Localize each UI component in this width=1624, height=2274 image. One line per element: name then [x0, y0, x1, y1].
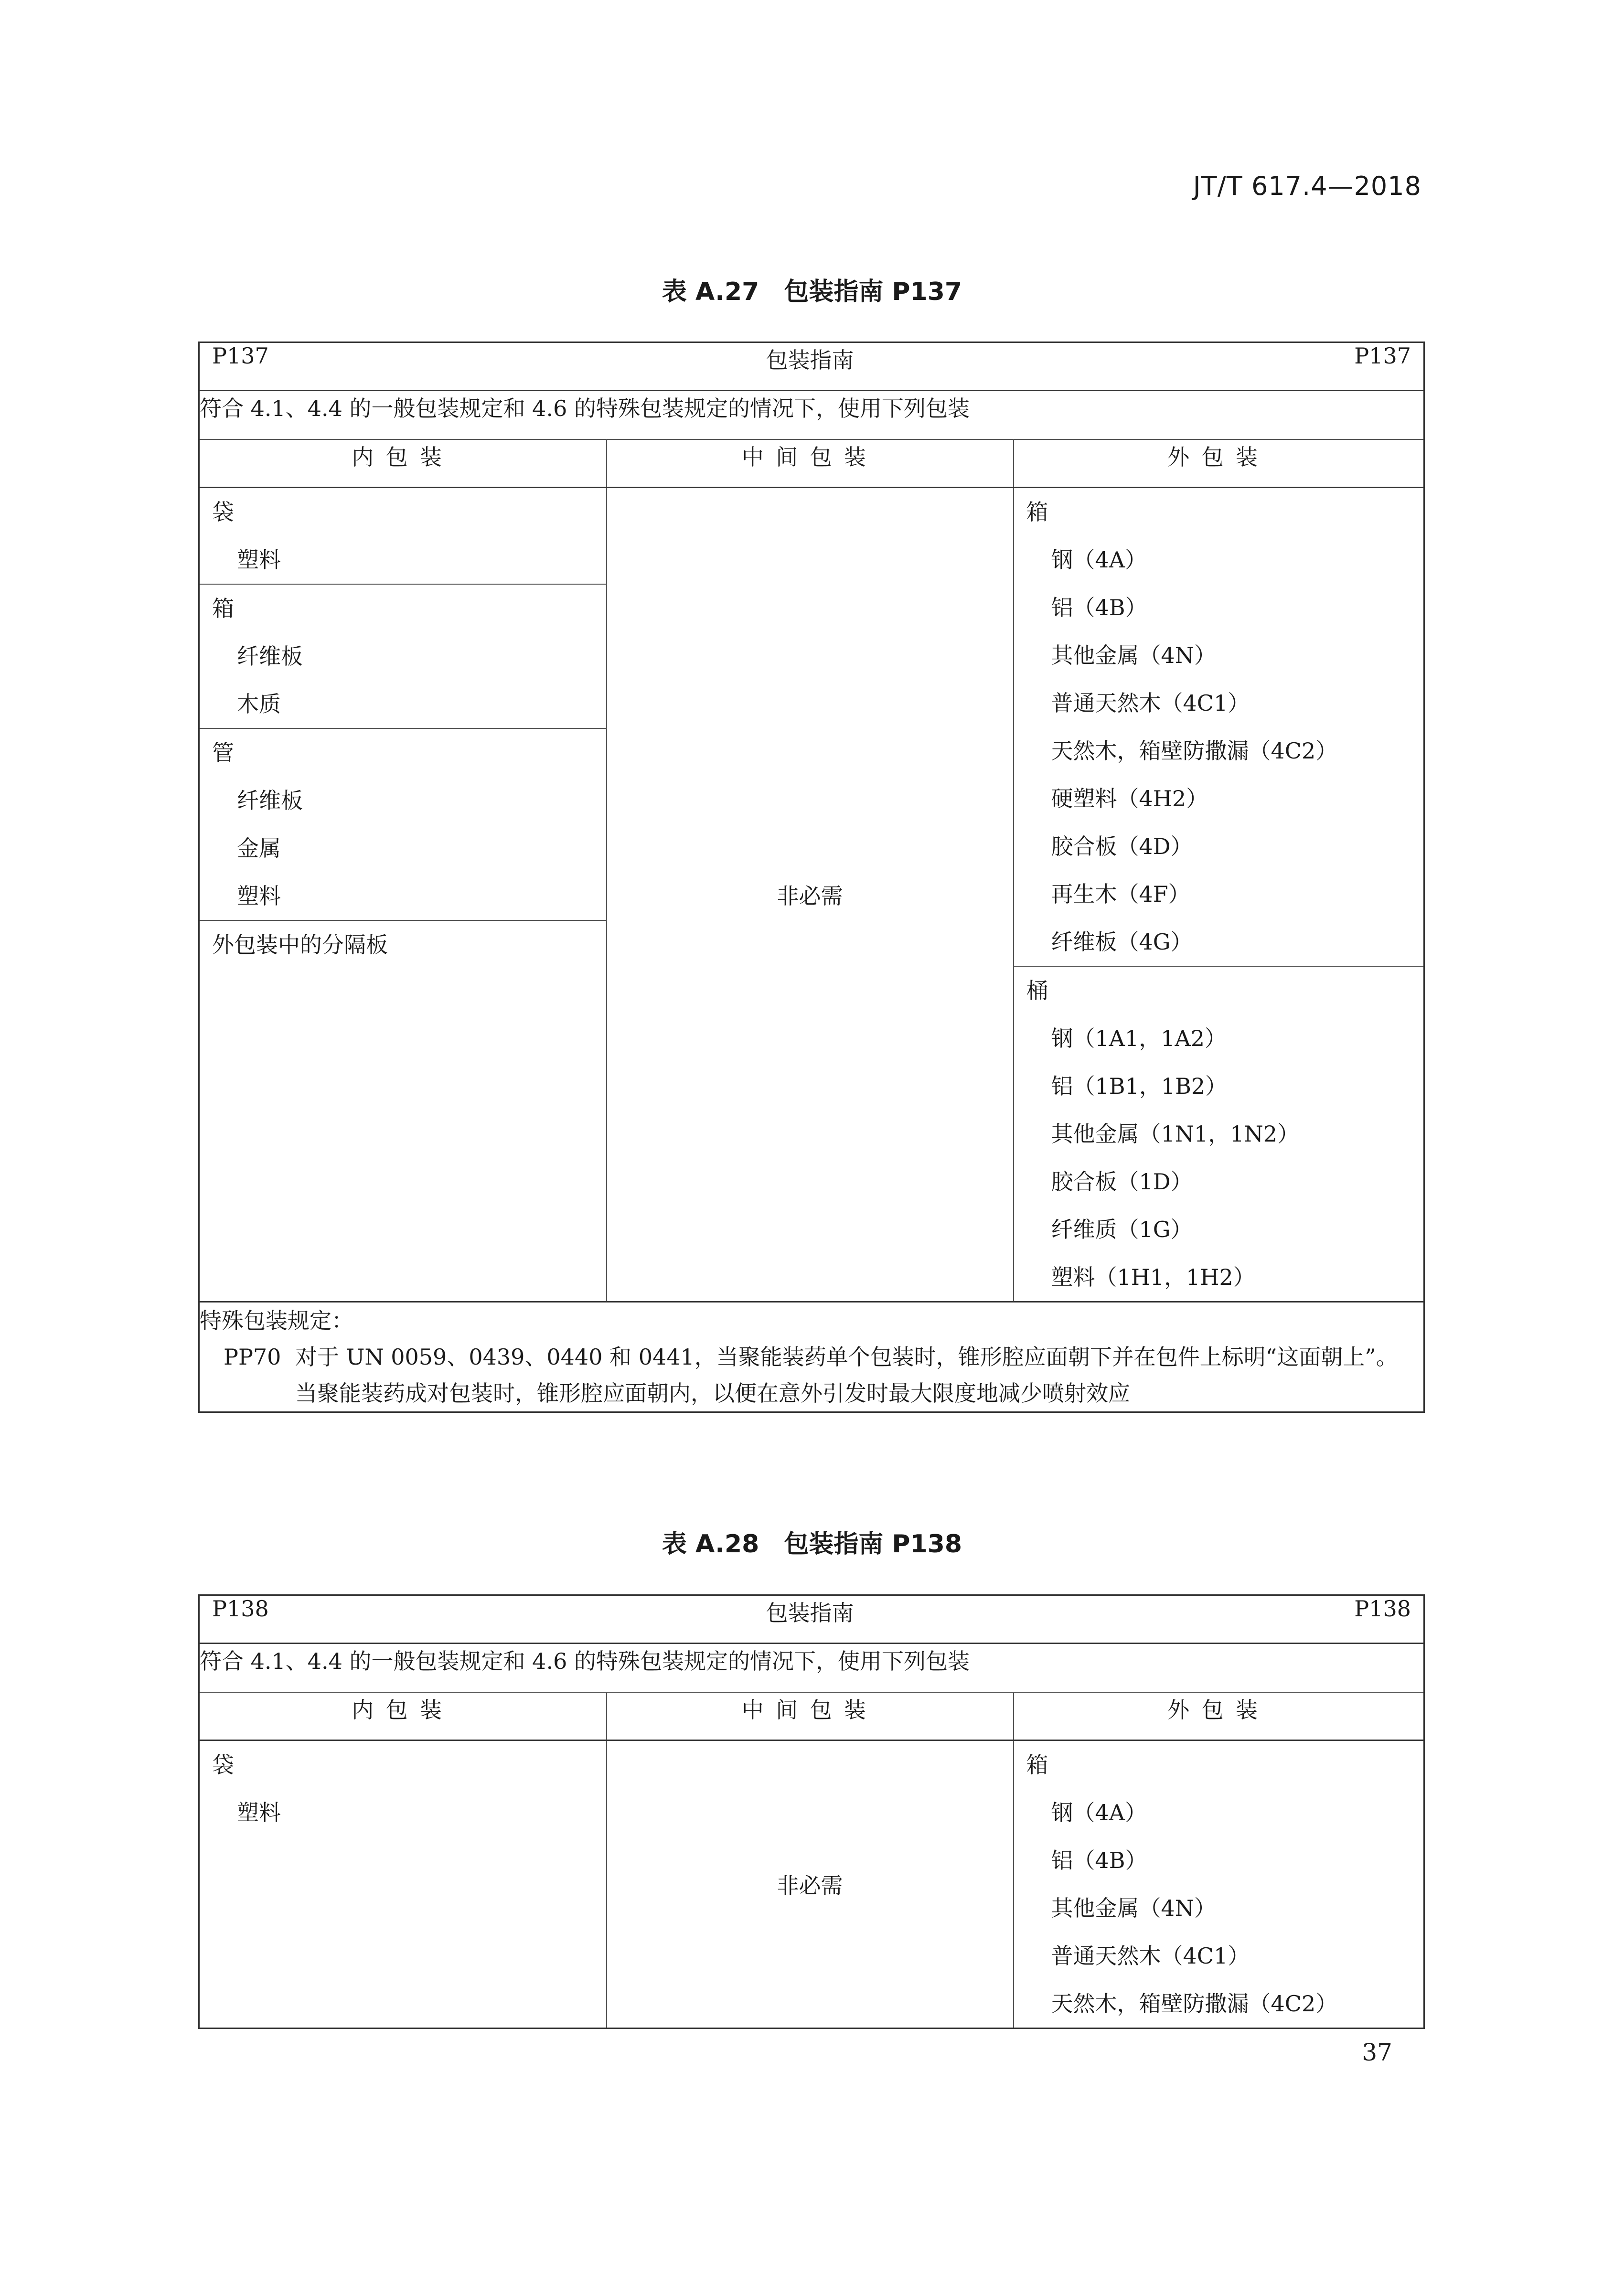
packaging-item: 硬塑料（4H2）	[1051, 786, 1208, 811]
special-provisions-row	[199, 1302, 1424, 1412]
intro-text: 符合 4.1、4.4 的一般包装规定和 4.6 的特殊包装规定的情况下，使用下列包装	[199, 1644, 1424, 1693]
intro-text: 符合 4.1、4.4 的一般包装规定和 4.6 的特殊包装规定的情况下，使用下列包装	[199, 391, 1424, 440]
instruction-title: 包装指南	[607, 342, 1014, 391]
packing-table-p137	[198, 342, 1425, 1413]
packaging-group	[200, 488, 606, 585]
packaging-item: 钢（1A1，1A2）	[1051, 1025, 1227, 1051]
standard-code: JT/T 617.4—2018	[1193, 171, 1421, 201]
outer-packaging-cell	[1014, 488, 1424, 1302]
page-number: 37	[1362, 2039, 1392, 2066]
packaging-item: 纤维板	[237, 643, 303, 669]
packaging-group	[200, 1741, 606, 1836]
packaging-item: 再生木（4F）	[1051, 881, 1190, 907]
packaging-item: 其他金属（4N）	[1051, 642, 1217, 668]
packaging-group-head: 箱	[1026, 499, 1048, 525]
special-provision-code: PP70	[224, 1344, 281, 1370]
packaging-item: 胶合板（4D）	[1051, 833, 1193, 859]
instruction-code-left: P137	[199, 342, 607, 391]
packaging-item: 纤维板	[237, 788, 303, 813]
intro-row	[199, 1644, 1424, 1693]
special-provisions-title: 特殊包装规定：	[200, 1308, 353, 1334]
packaging-item: 胶合板（1D）	[1051, 1169, 1193, 1195]
packaging-body-row	[199, 488, 1424, 1302]
packaging-item: 塑料（1H1，1H2）	[1051, 1264, 1255, 1290]
packaging-item: 其他金属（4N）	[1051, 1895, 1217, 1921]
special-provisions-cell	[199, 1302, 1424, 1412]
inner-packaging-cell	[199, 488, 607, 1302]
packaging-group-head: 箱	[1026, 1752, 1048, 1778]
instruction-code-left: P138	[199, 1595, 607, 1644]
column-inner-packaging: 内包装	[199, 1692, 607, 1740]
packaging-group-head: 管	[212, 740, 234, 766]
table-caption-a27: 表 A.27 包装指南 P137	[662, 278, 962, 306]
packaging-group-head: 袋	[212, 1752, 234, 1778]
packaging-item: 普通天然木（4C1）	[1051, 1943, 1250, 1969]
packaging-item: 塑料	[237, 547, 281, 573]
instruction-code-right: P138	[1014, 1595, 1424, 1644]
packaging-group-head: 袋	[212, 499, 234, 525]
packaging-item: 金属	[237, 835, 281, 861]
packaging-group	[1014, 1741, 1424, 2028]
table-header-row	[199, 342, 1424, 391]
packaging-item: 纤维板（4G）	[1051, 929, 1193, 955]
packaging-body-row	[199, 1740, 1424, 2028]
column-intermediate-packaging: 中间包装	[607, 1692, 1014, 1740]
inner-packaging-cell	[199, 1740, 607, 2028]
special-provision-text	[295, 1339, 1423, 1411]
table-header-row	[199, 1595, 1424, 1644]
instruction-title: 包装指南	[607, 1595, 1014, 1644]
packaging-item: 铝（4B）	[1051, 595, 1147, 620]
special-provision-line-1: 对于 UN 0059、0439、0440 和 0441，当聚能装药单个包装时，锥形腔应面朝下并在包件上标明“这面朝上”。	[295, 1344, 1398, 1370]
packaging-item: 木质	[237, 691, 281, 717]
packaging-item: 铝（4B）	[1051, 1847, 1147, 1873]
packing-table-p138	[198, 1594, 1425, 2029]
table-caption-a28: 表 A.28 包装指南 P138	[662, 1530, 962, 1559]
outer-packaging-cell	[1014, 1740, 1424, 2028]
intro-row	[199, 391, 1424, 440]
packaging-item: 天然木，箱壁防撒漏（4C2）	[1051, 1991, 1338, 2017]
packaging-item: 塑料	[237, 1800, 281, 1826]
column-outer-packaging: 外包装	[1014, 439, 1424, 488]
packaging-item: 普通天然木（4C1）	[1051, 690, 1250, 716]
packaging-group	[200, 729, 606, 921]
intermediate-packaging-cell: 非必需	[607, 488, 1014, 1302]
packaging-item: 钢（4A）	[1051, 547, 1147, 573]
special-provision-pp70	[200, 1339, 1423, 1411]
packaging-group	[200, 921, 606, 969]
packaging-group	[200, 585, 606, 729]
packaging-group-head: 外包装中的分隔板	[212, 932, 388, 958]
packaging-group-head: 桶	[1026, 978, 1048, 1004]
packaging-item: 其他金属（1N1，1N2）	[1051, 1121, 1300, 1147]
packaging-group	[1014, 488, 1424, 967]
packaging-group-head: 箱	[212, 596, 234, 621]
column-inner-packaging: 内包装	[199, 439, 607, 488]
packaging-item: 铝（1B1，1B2）	[1051, 1073, 1228, 1099]
packaging-item: 天然木，箱壁防撒漏（4C2）	[1051, 738, 1338, 764]
column-header-row	[199, 439, 1424, 488]
packaging-group	[1014, 967, 1424, 1301]
column-intermediate-packaging: 中间包装	[607, 439, 1014, 488]
special-provision-line-2: 当聚能装药成对包装时，锥形腔应面朝内，以便在意外引发时最大限度地减少喷射效应	[295, 1380, 1130, 1406]
packaging-item: 钢（4A）	[1051, 1800, 1147, 1826]
column-header-row	[199, 1692, 1424, 1740]
instruction-code-right: P137	[1014, 342, 1424, 391]
packaging-item: 纤维质（1G）	[1051, 1217, 1193, 1242]
packaging-item: 塑料	[237, 883, 281, 909]
column-outer-packaging: 外包装	[1014, 1692, 1424, 1740]
intermediate-packaging-cell: 非必需	[607, 1740, 1014, 2028]
